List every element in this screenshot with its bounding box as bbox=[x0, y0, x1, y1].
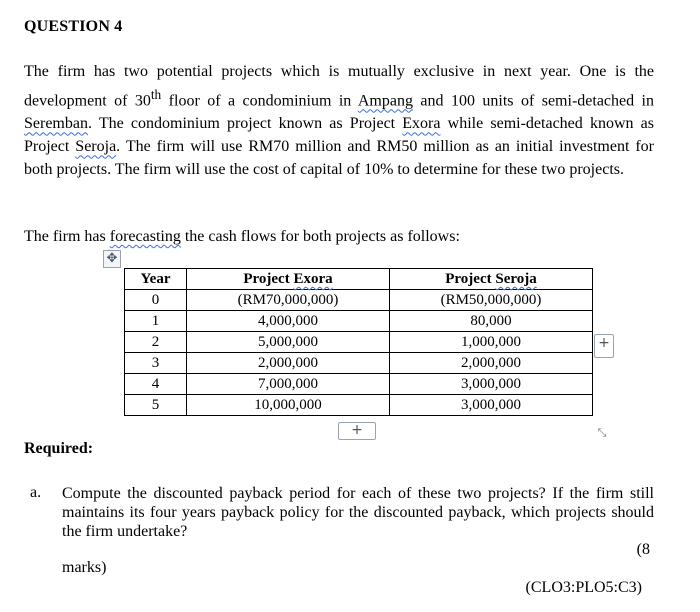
header-project-exora[interactable] bbox=[187, 269, 390, 290]
add-column-button[interactable]: + bbox=[594, 334, 614, 358]
cell-exora[interactable]: 2,000,000 bbox=[187, 353, 390, 374]
table-header-row bbox=[125, 269, 593, 290]
header-project-seroja[interactable] bbox=[390, 269, 593, 290]
cell-year[interactable]: 5 bbox=[125, 395, 187, 416]
add-row-button[interactable]: + bbox=[338, 422, 376, 440]
question-paragraph bbox=[24, 60, 654, 181]
table-row bbox=[125, 374, 593, 395]
item-text: Compute the discounted payback period for each of these two projects? If the firm still maintains its four years payback policy for the discounted payback, which projects should the firm undertake? bbox=[62, 485, 654, 540]
question-heading: QUESTION 4 bbox=[24, 18, 123, 35]
para-text-6: . The firm will use RM70 million and RM50 million as an initial investment for both projects. The firm will use the cost of capital of 10% to determine for these two projects. bbox=[24, 138, 655, 179]
para-text-5: while semi-detached known as Project bbox=[24, 115, 654, 156]
spellcheck-exora: Exora bbox=[402, 115, 441, 133]
cell-seroja[interactable]: (RM50,000,000) bbox=[390, 290, 593, 311]
para-text-3: and 100 units of semi-detached in bbox=[412, 92, 655, 110]
cell-year[interactable]: 4 bbox=[125, 374, 187, 395]
spellcheck-header-seroja: Seroja bbox=[495, 271, 537, 287]
header-year[interactable]: Year bbox=[125, 269, 187, 290]
cell-exora[interactable]: 5,000,000 bbox=[187, 332, 390, 353]
item-letter: a. bbox=[30, 484, 42, 501]
cell-exora[interactable]: 10,000,000 bbox=[187, 395, 390, 416]
cell-seroja[interactable]: 80,000 bbox=[390, 311, 593, 332]
para-text-2: floor of a condominium in bbox=[161, 92, 358, 110]
cell-year[interactable]: 1 bbox=[125, 311, 187, 332]
intro-text-2: the cash flows for both projects as follows: bbox=[180, 228, 460, 245]
para-text-1: The firm has two potential projects which is mutually exclusive in next year. One is the development of 30 bbox=[24, 63, 654, 110]
header-exora-prefix: Project bbox=[243, 271, 294, 287]
table-move-handle-icon[interactable]: ✥ bbox=[103, 250, 121, 268]
cashflow-table bbox=[124, 268, 593, 416]
table-row bbox=[125, 353, 593, 374]
required-label: Required: bbox=[24, 440, 94, 457]
cell-seroja[interactable]: 1,000,000 bbox=[390, 332, 593, 353]
cell-exora[interactable]: 7,000,000 bbox=[187, 374, 390, 395]
header-seroja-prefix: Project bbox=[445, 271, 496, 287]
cashflow-intro bbox=[24, 228, 460, 246]
spellcheck-seremban: Seremban bbox=[24, 115, 88, 133]
cell-exora[interactable]: 4,000,000 bbox=[187, 311, 390, 332]
table-row bbox=[125, 332, 593, 353]
intro-text-1: The firm has bbox=[24, 228, 110, 245]
marks-open: (8 bbox=[636, 541, 650, 558]
cell-year[interactable]: 2 bbox=[125, 332, 187, 353]
cell-seroja[interactable]: 3,000,000 bbox=[390, 395, 593, 416]
cell-seroja[interactable]: 2,000,000 bbox=[390, 353, 593, 374]
clo-code: (CLO3:PLO5:C3) bbox=[525, 579, 642, 596]
para-text-4: . The condominium project known as Project bbox=[87, 115, 403, 133]
table-row bbox=[125, 395, 593, 416]
spellcheck-seroja: Seroja bbox=[75, 138, 117, 156]
table-resize-handle-icon[interactable]: ⤡ bbox=[597, 426, 607, 439]
table-row bbox=[125, 290, 593, 311]
cell-exora[interactable]: (RM70,000,000) bbox=[187, 290, 390, 311]
cell-seroja[interactable]: 3,000,000 bbox=[390, 374, 593, 395]
marks-word: marks) bbox=[62, 559, 107, 576]
table-row bbox=[125, 311, 593, 332]
cell-year[interactable]: 3 bbox=[125, 353, 187, 374]
spellcheck-ampang: Ampang bbox=[357, 92, 413, 110]
spellcheck-header-exora: Exora bbox=[293, 271, 333, 287]
spellcheck-forecasting: forecasting bbox=[109, 228, 181, 245]
cell-year[interactable]: 0 bbox=[125, 290, 187, 311]
ordinal-suffix: th bbox=[150, 87, 162, 102]
